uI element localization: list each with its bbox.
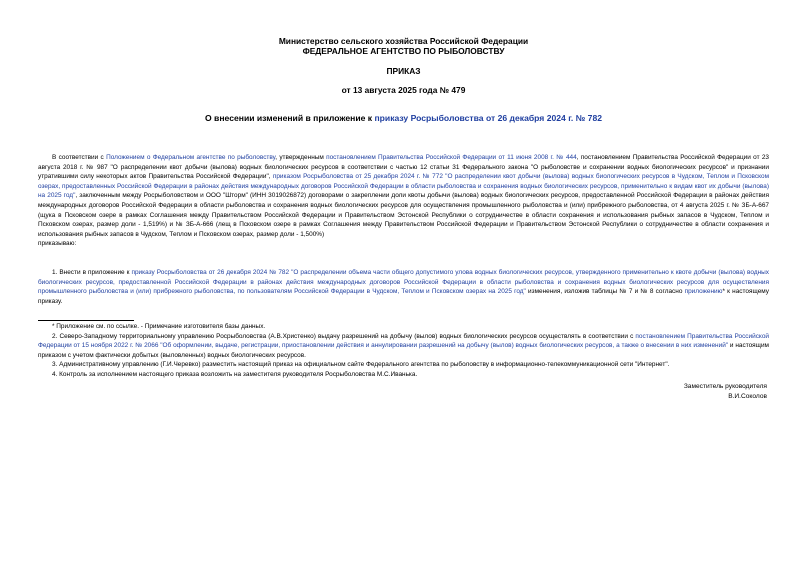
government-decree-2066-link[interactable]: постановлением Правительства Российской Федерации от 15 ноября 2022 г. № 2066 "Об оформлении, выдаче, регистрации, приостановлении действия и аннулировании разрешений на добычу (вылов) водных биологических ресурсов, а также о внесении в них изменений" bbox=[38, 332, 769, 350]
preamble-text-1: В соответствии с bbox=[52, 154, 107, 161]
ministry-name: Министерство сельского хозяйства Российской Федерации bbox=[278, 36, 529, 46]
government-decree-444-link[interactable]: постановлением Правительства Российской Федерации от 11 июня 2008 г. № 444 bbox=[326, 154, 577, 161]
document-type: ПРИКАЗ bbox=[386, 66, 421, 76]
item-1-text-1: 1. Внести в приложение к bbox=[52, 269, 132, 276]
footnote: * Приложение см. по ссылке. - Примечание изготовителя базы данных. bbox=[52, 323, 266, 330]
order-word: приказываю: bbox=[38, 240, 77, 248]
signature-block bbox=[684, 382, 767, 402]
preamble-text-2: , утвержденным bbox=[275, 154, 327, 161]
item-2-4-block bbox=[38, 322, 769, 380]
document-title bbox=[0, 113, 807, 123]
title-order-link[interactable]: приказу Росрыболовства от 26 декабря 2024 г. № 782 bbox=[374, 113, 603, 123]
order-772-link[interactable]: приказом Росрыболовства от 25 декабря 2024 г. № 772 "О распределении квот добычи (вылова) водных биологических ресурсов в Чудском, Теплом и Псковском озерах, предоставленных Российской Федерации в районах действия международных договоров Российской Федерации в области рыболовства и сохранения водных биологических ресурсов, применительно к видам квот их добычи (вылова) на 2025 год" bbox=[38, 173, 770, 200]
regulation-link[interactable]: Положением о Федеральном агентстве по рыболовству bbox=[106, 154, 276, 161]
preamble-text-4: , заключенным между Росрыболовством и ООО "Шторм" (ИНН 3019026872) договорами о закреплении доли квоты добычи (вылова) водных биологических ресурсов, предоставленной Российской Федерации в районах действия международных договоров Российской Федерации в области рыболовства и сохранения водных биологических ресурсов для осуществления промышленного рыболовства и (или) прибрежного рыболовства, от 4 августа 2025 г. № ЗБ-А-667 (щука в Псковском озере в рамках Соглашения между Правительством Российской Федерации и Правительством Эстонской Республики о сотрудничестве в области сохранения и использования рыбных запасов в Чудском, Теплом и Псковском озерах, размер доли - 1,519%) и № ЗБ-А-666 (лещ в Псковском озере в рамках Соглашения между Правительством Российской Федерации и Правительством Эстонской Республики о сотрудничестве в области сохранения и использования рыбных запасов в Чудском, Теплом и Псковском озерах, размер доли - 1,500%) bbox=[38, 192, 769, 238]
item-3-paragraph: 3. Административному управлению (Г.И.Черевко) разместить настоящий приказ на официальном сайте Федерального агентства по рыболовству в информационно-телекоммуникационной сети "Интернет". bbox=[52, 361, 670, 369]
order-782-link[interactable]: приказу Росрыболовства от 26 декабря 2024 № 782 "О распределении объема части общего допустимого улова водных биологических ресурсов, утвержденного применительно к квоте добычи (вылова) водных биологических ресурсов, предоставленной Российской Федерации в районах действия международных договоров Российской Федерации в области рыболовства и сохранения водных биологических ресурсов для осуществления промышленного рыболовства и (или) прибрежного рыболовства, по пользователям Российской Федерации в Чудском, Теплом и Псковском озерах на 2025 год" bbox=[38, 269, 770, 296]
agency-name: ФЕДЕРАЛЬНОЕ АГЕНТСТВО ПО РЫБОЛОВСТВУ bbox=[302, 46, 505, 56]
signatory-name: В.И.Соколов bbox=[728, 393, 767, 400]
item-2-text-2: и настоящим приказом с учетом фактически добытых (выловленных) водных биологических ресурсов. bbox=[38, 342, 769, 359]
item-1-text-3: * к настоящему приказу. bbox=[38, 288, 769, 305]
preamble-paragraph bbox=[38, 153, 769, 239]
item-4-paragraph: 4. Контроль за исполнением настоящего приказа возложить на заместителя руководителя Росрыболовства М.С.Иванька. bbox=[52, 370, 418, 378]
appendix-link[interactable]: приложению bbox=[684, 288, 723, 296]
item-2-paragraph bbox=[38, 332, 769, 361]
item-1-text-2: изменения, изложив таблицы № 7 и № 8 согласно bbox=[525, 288, 685, 296]
item-2-text-1: 2. Северо-Западному территориальному управлению Росрыболовства (А.В.Христенко) выдачу разрешений на добычу (вылов) водных биологических ресурсов осуществлять в соответствии с bbox=[52, 332, 636, 340]
item-1-block bbox=[38, 268, 769, 306]
signatory-position: Заместитель руководителя bbox=[683, 383, 767, 390]
preamble-block bbox=[38, 153, 769, 249]
title-prefix: О внесении изменений в приложение к bbox=[204, 113, 375, 123]
item-1-paragraph bbox=[38, 268, 769, 306]
preamble-text-3: , постановлением Правительства Российской Федерации от 23 августа 2018 г. № 987 "О распределении квот добычи (вылова) водных биологических ресурсов в соответствии с частью 12 статьи 31 Федерального закона "О рыболовстве и сохранении водных биологических ресурсов" и признании утратившими силу некоторых актов Правительства Российской Федерации", bbox=[38, 154, 769, 181]
footnote-divider bbox=[38, 320, 134, 321]
document-date-number: от 13 августа 2025 года № 479 bbox=[341, 85, 466, 95]
